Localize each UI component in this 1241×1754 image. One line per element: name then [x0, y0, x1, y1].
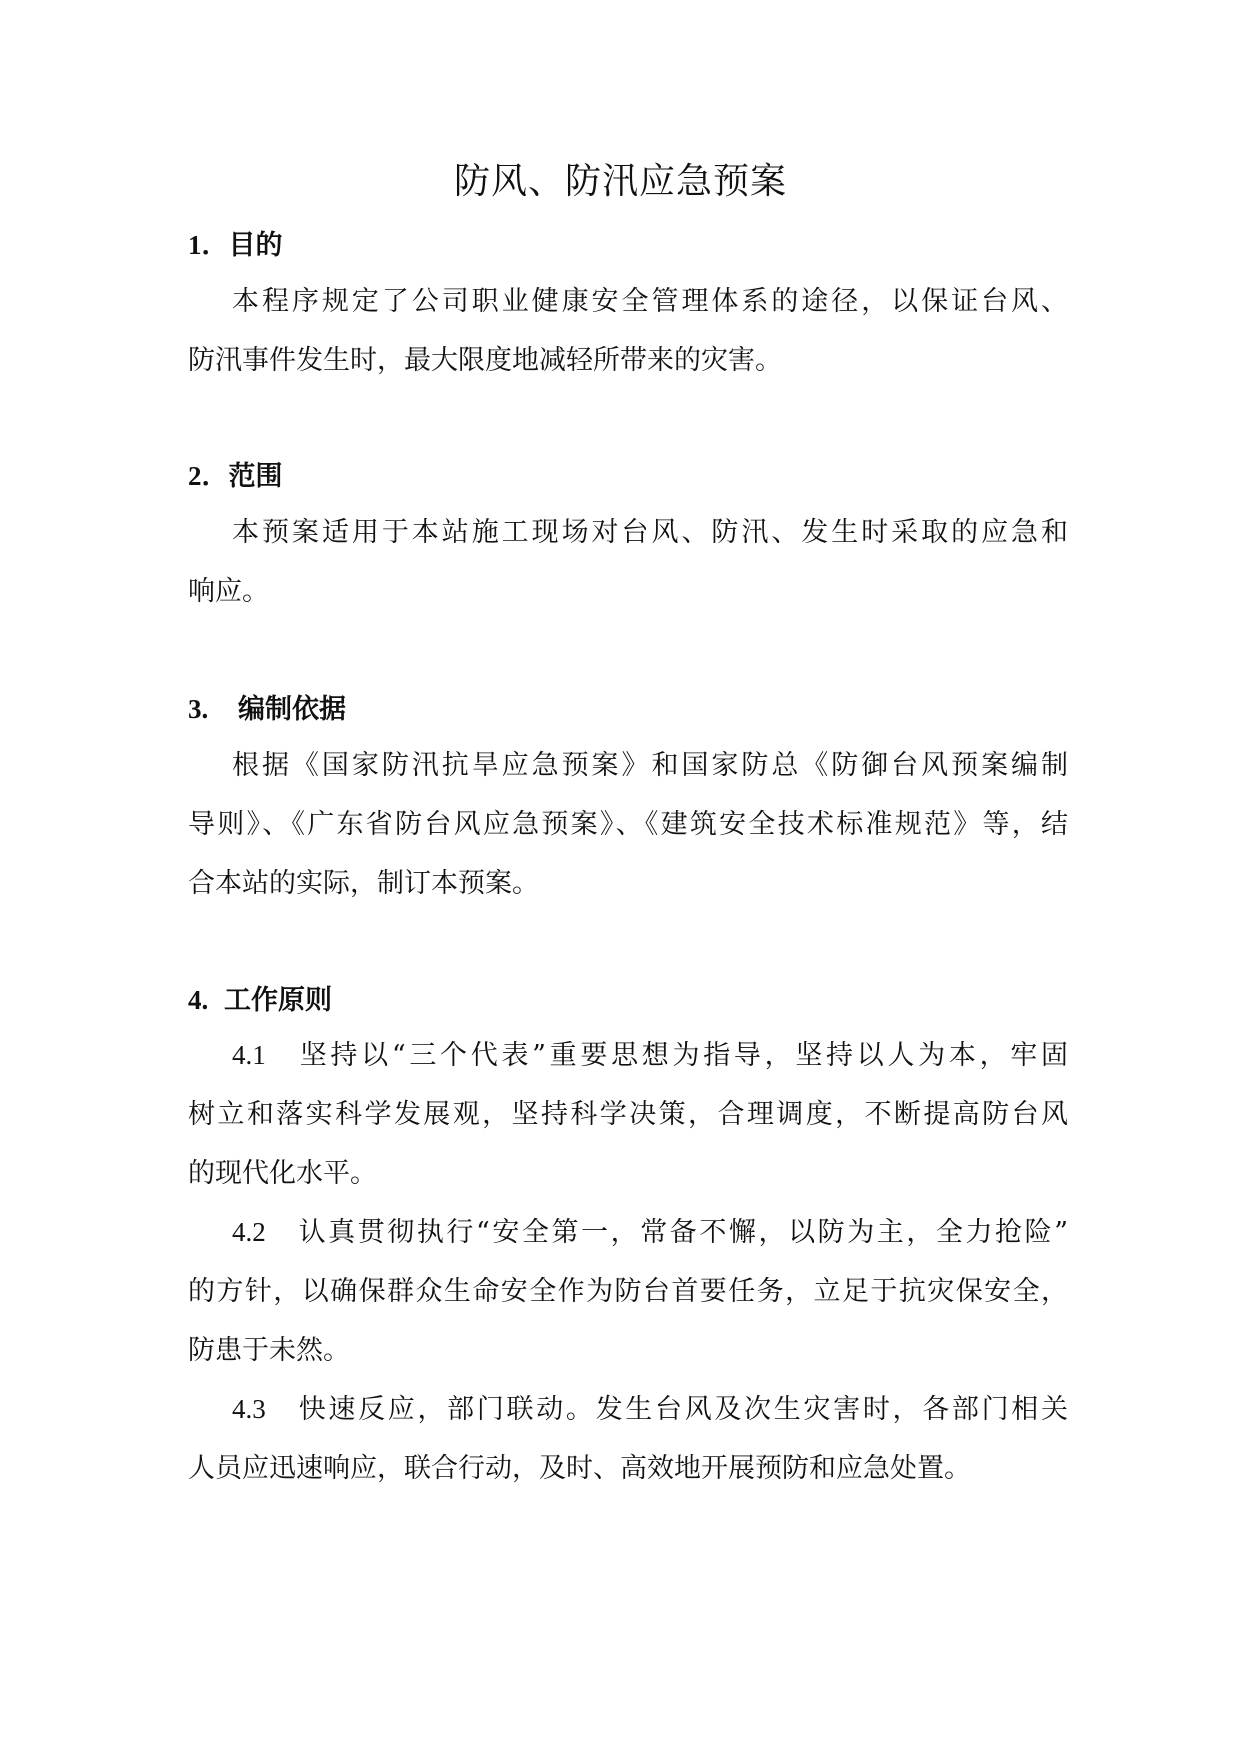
paragraph-line: 人员应迅速响应，联合行动，及时、高效地开展预防和应急处置。	[188, 1453, 971, 1484]
section-title: 目的	[228, 230, 283, 261]
paragraph-line	[188, 1026, 1068, 1085]
item-number: 4.2	[232, 1217, 266, 1247]
paragraph-line: 的方针，以确保群众生命安全作为防台首要任务，立足于抗灾保安全，	[188, 1276, 1068, 1307]
principle-item-4-3	[188, 1380, 1068, 1498]
section-body-purpose	[188, 272, 1068, 390]
paragraph-line: 本程序规定了公司职业健康安全管理体系的途径，以保证台风、	[232, 286, 1068, 317]
paragraph-line: 防汛事件发生时，最大限度地减轻所带来的灾害。	[188, 345, 782, 376]
section-title: 范围	[228, 461, 283, 492]
document-title: 防风、防汛应急预案	[453, 161, 787, 202]
paragraph-line: 合本站的实际，制订本预案。	[188, 868, 539, 899]
principle-item-4-1	[188, 1026, 1068, 1203]
paragraph-line	[188, 1380, 1068, 1439]
item-line-text: 认真贯彻执行“安全第一，常备不懈，以防为主，全力抢险”	[296, 1217, 1068, 1248]
section-body-basis	[188, 736, 1068, 913]
item-line-text: 坚持以“三个代表”重要思想为指导，坚持以人为本，牢固	[296, 1040, 1068, 1071]
paragraph-line: 的现代化水平。	[188, 1158, 377, 1189]
section-number: 3.	[188, 694, 209, 724]
paragraph-line: 根据《国家防汛抗旱应急预案》和国家防总《防御台风预案编制	[232, 750, 1068, 781]
section-heading-purpose	[188, 227, 283, 264]
paragraph-line: 导则》、《广东省防台风应急预案》、《建筑安全技术标准规范》等，结	[188, 809, 1068, 840]
item-number: 4.3	[232, 1394, 266, 1424]
section-title: 工作原则	[224, 985, 332, 1016]
section-heading-basis	[188, 691, 346, 728]
section-heading-principles	[188, 982, 332, 1019]
section-title: 编制依据	[238, 694, 346, 725]
section-number: 1．	[188, 230, 229, 260]
section-number: 4.	[188, 985, 209, 1015]
paragraph-line	[188, 1203, 1068, 1262]
paragraph-line: 响应。	[188, 576, 269, 607]
section-number: 2．	[188, 461, 229, 491]
item-line-text: 快速反应，部门联动。发生台风及次生灾害时，各部门相关	[296, 1394, 1068, 1425]
section-heading-scope	[188, 458, 283, 495]
principle-item-4-2	[188, 1203, 1068, 1380]
paragraph-line: 防患于未然。	[188, 1335, 350, 1366]
paragraph-line: 本预案适用于本站施工现场对台风、防汛、发生时采取的应急和	[232, 517, 1068, 548]
item-number: 4.1	[232, 1040, 266, 1070]
paragraph-line: 树立和落实科学发展观，坚持科学决策，合理调度，不断提高防台风	[188, 1099, 1068, 1130]
section-body-scope	[188, 503, 1068, 621]
